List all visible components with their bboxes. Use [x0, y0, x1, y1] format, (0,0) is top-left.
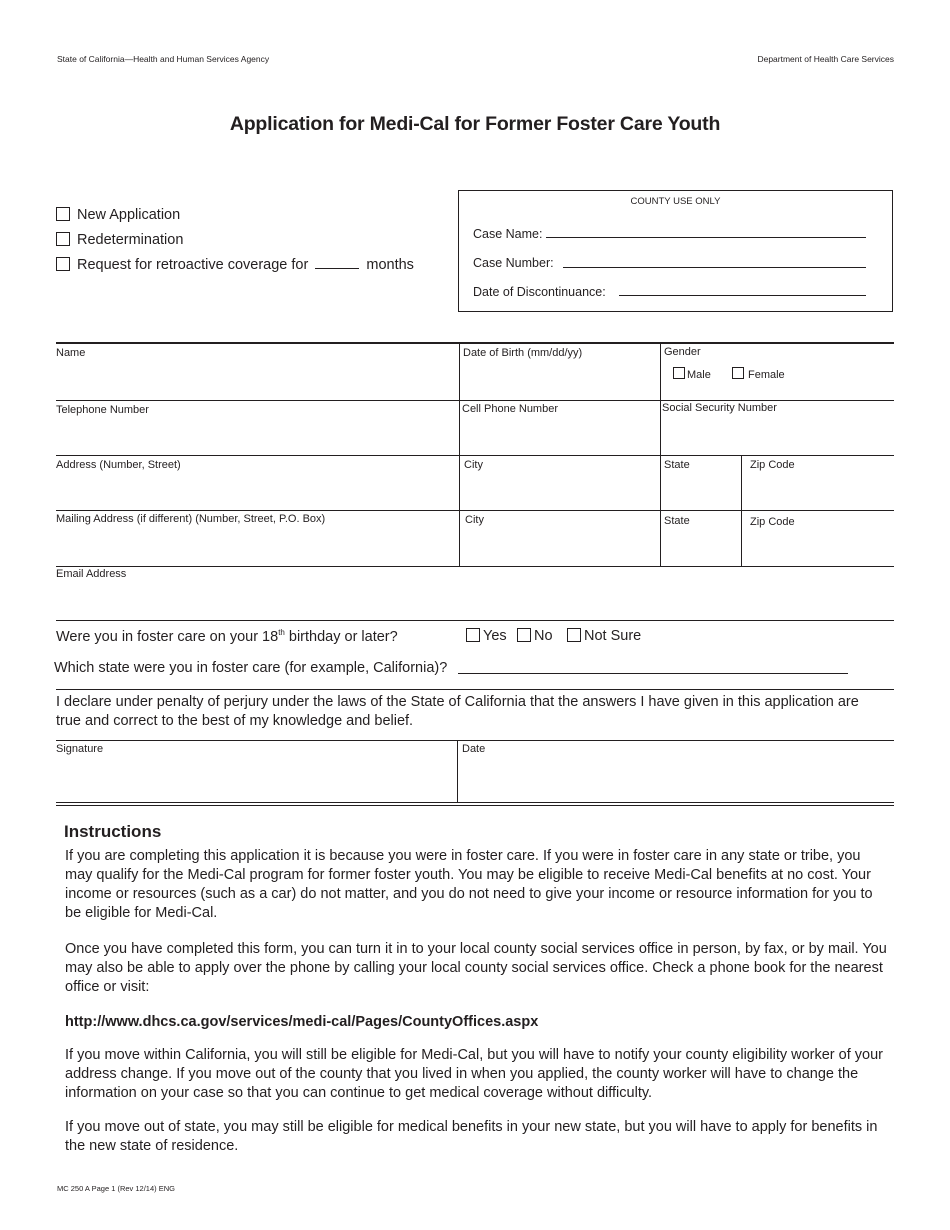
not-sure-checkbox[interactable] — [567, 628, 581, 642]
declaration-text: I declare under penalty of perjury under the laws of the State of California that the answers I have given in this application are true and correct to the best of my knowledge and belief. — [56, 694, 859, 729]
grid-divider — [459, 342, 460, 566]
case-number-label: Case Number: — [473, 256, 554, 270]
instructions-paragraph-1: If you are completing this application it is because you were in foster care. If you were in foster care in any state or tribe, you may qualify for the Medi-Cal program for former foster youth. You may be eligible to receive Medi-Cal benefits at no cost. Your income or resources (such as a car) do not matter, and you do not need to give your income or resource information for you to be eligible for Medi-Cal. — [65, 848, 873, 921]
date-of-discontinuance-label: Date of Discontinuance: — [473, 285, 606, 299]
signature-divider — [457, 740, 458, 802]
county-use-only-title: COUNTY USE ONLY — [630, 196, 721, 207]
ssn-field[interactable]: Social Security Number — [662, 402, 777, 414]
grid-divider — [741, 455, 742, 566]
new-application-checkbox[interactable] — [56, 207, 70, 221]
case-number-field[interactable] — [563, 267, 866, 268]
city-field[interactable]: City — [464, 459, 483, 471]
signature-date-field[interactable]: Date — [462, 743, 486, 755]
grid-divider — [660, 342, 661, 566]
zip-field[interactable]: Zip Code — [750, 459, 795, 471]
foster-q1-sup: th — [278, 628, 285, 637]
department-header: Department of Health Care Services — [757, 54, 894, 64]
no-label: No — [534, 628, 553, 644]
gender-label: Gender — [664, 346, 701, 358]
no-option[interactable] — [517, 628, 553, 644]
grid-rule — [56, 455, 894, 456]
yes-option[interactable] — [466, 628, 507, 644]
date-of-discontinuance-field[interactable] — [619, 295, 866, 296]
mailing-city-field[interactable]: City — [465, 514, 484, 526]
retroactive-checkbox[interactable] — [56, 257, 70, 271]
mailing-zip-field[interactable]: Zip Code — [750, 516, 795, 528]
county-offices-link[interactable]: http://www.dhcs.ca.gov/services/medi-cal/Pages/CountyOffices.aspx — [65, 1014, 539, 1030]
instructions-paragraph-2: Once you have completed this form, you can turn it in to your local county social services office in person, by fax, or by mail. You may also be able to apply over the phone by calling your local county social services office. Check a phone book for the nearest office or visit: — [65, 941, 887, 995]
redetermination-checkbox[interactable] — [56, 232, 70, 246]
new-application-label: New Application — [77, 207, 181, 223]
female-checkbox[interactable] — [732, 367, 744, 379]
no-checkbox[interactable] — [517, 628, 531, 642]
signature-bottom-rule — [56, 802, 894, 803]
not-sure-option[interactable] — [567, 628, 641, 644]
foster-q1-suffix: birthday or later? — [284, 628, 398, 645]
signature-bottom-rule-double — [56, 805, 894, 806]
foster-care-state-input[interactable] — [458, 673, 848, 674]
address-field[interactable]: Address (Number, Street) — [56, 459, 181, 471]
page-title: Application for Medi-Cal for Former Foster Care Youth — [229, 113, 721, 135]
grid-rule — [56, 566, 894, 567]
mailing-state-field[interactable]: State — [664, 515, 690, 527]
male-option[interactable] — [673, 367, 711, 381]
declaration-top-rule — [56, 689, 894, 690]
form-footer: MC 250 A Page 1 (Rev 12/14) ENG — [57, 1184, 175, 1193]
case-name-label: Case Name: — [473, 227, 543, 241]
retroactive-label-prefix: Request for retroactive coverage for — [77, 257, 309, 273]
state-field[interactable]: State — [664, 459, 690, 471]
foster-q1-prefix: Were you in foster care on your 18 — [56, 628, 279, 645]
foster-care-18-question — [56, 628, 398, 645]
instructions-paragraph-4: If you move out of state, you may still be eligible for medical benefits in your new state, but you will have to apply for benefits in the new state of residence. — [65, 1119, 878, 1154]
retroactive-months-input[interactable] — [315, 257, 359, 269]
new-application-option[interactable] — [56, 207, 180, 223]
dob-field[interactable]: Date of Birth (mm/dd/yy) — [463, 347, 583, 359]
male-checkbox[interactable] — [673, 367, 685, 379]
not-sure-label: Not Sure — [584, 628, 642, 644]
county-use-only-box — [458, 190, 893, 312]
mailing-address-field[interactable]: Mailing Address (if different) (Number, Street, P.O. Box) — [56, 513, 326, 525]
grid-rule — [56, 400, 894, 401]
male-label: Male — [687, 369, 711, 381]
case-name-field[interactable] — [546, 237, 866, 238]
name-field[interactable]: Name — [56, 347, 86, 359]
cell-phone-field[interactable]: Cell Phone Number — [462, 403, 558, 415]
grid-rule — [56, 620, 894, 621]
foster-care-state-question: Which state were you in foster care (for example, California)? — [54, 660, 448, 676]
grid-rule — [56, 510, 894, 511]
signature-top-rule — [56, 740, 894, 741]
redetermination-label: Redetermination — [77, 232, 184, 248]
yes-checkbox[interactable] — [466, 628, 480, 642]
retroactive-option[interactable] — [56, 257, 414, 273]
yes-label: Yes — [483, 628, 507, 644]
instructions-heading: Instructions — [64, 822, 162, 841]
telephone-field[interactable]: Telephone Number — [56, 404, 149, 416]
female-option[interactable] — [732, 367, 785, 381]
retroactive-label-suffix: months — [366, 257, 414, 273]
agency-header: State of California—Health and Human Services Agency — [57, 54, 270, 64]
instructions-paragraph-3: If you move within California, you will still be eligible for Medi-Cal, but you will have to notify your county eligibility worker of your address change. If you move out of the county that you lived in when you applied, the county worker will have to change the information on your case so that you can continue to get medical coverage without difficulty. — [65, 1047, 883, 1101]
email-field[interactable]: Email Address — [56, 568, 127, 580]
redetermination-option[interactable] — [56, 232, 183, 248]
signature-field[interactable]: Signature — [56, 743, 104, 755]
grid-top-rule — [56, 342, 894, 344]
female-label: Female — [748, 369, 785, 381]
